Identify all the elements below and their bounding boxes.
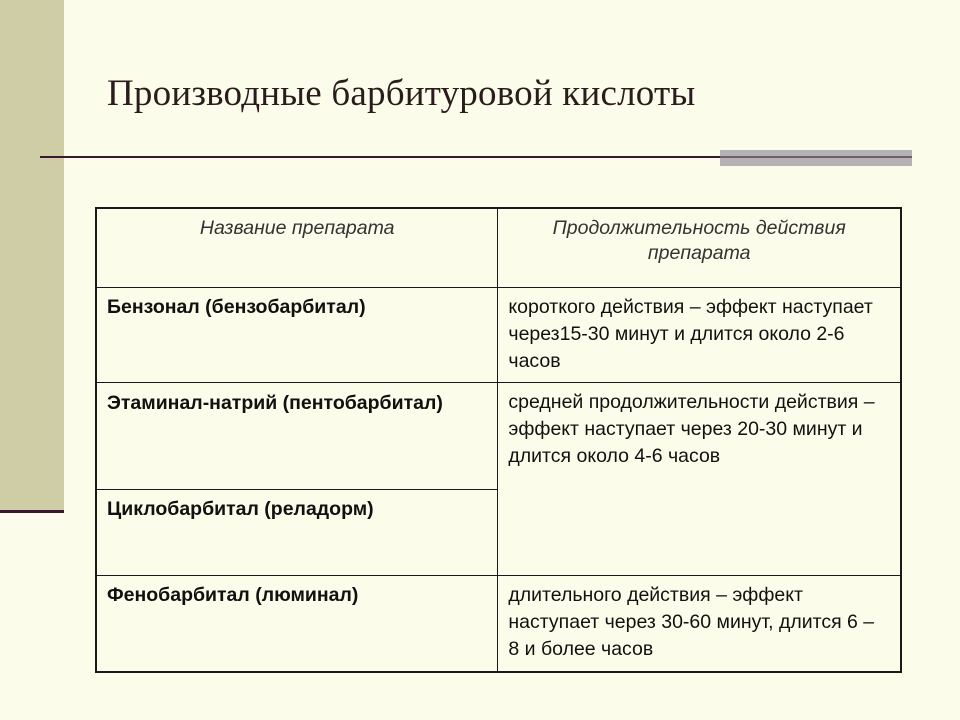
drug-name-cell: Фенобарбитал (люминал)	[96, 575, 498, 672]
header-duration: Продолжительность действия препарата	[498, 208, 901, 287]
drug-duration-cell: средней продолжительности действия – эффект наступает через 20-30 минут и длится около 4-6 часов	[498, 382, 901, 575]
header-drug-name: Название препарата	[96, 208, 498, 287]
drug-name-cell: Циклобарбитал (реладорм)	[96, 489, 498, 575]
title-underline	[40, 156, 720, 158]
table-row	[96, 287, 901, 382]
table-header-row	[96, 208, 901, 287]
title-underline-accent-line	[720, 156, 912, 158]
decorative-side-bar-line	[0, 510, 64, 513]
decorative-side-bar	[0, 0, 64, 512]
drug-duration-cell: длительного действия – эффект наступает через 30-60 минут, длится 6 – 8 и более часов	[498, 575, 901, 672]
drug-name-cell: Этаминал-натрий (пентобарбитал)	[96, 382, 498, 489]
slide-title: Производные барбитуровой кислоты	[107, 73, 696, 114]
barbiturates-table	[95, 207, 902, 673]
table-row	[96, 382, 901, 489]
drug-duration-cell: короткого действия – эффект наступает через15-30 минут и длится около 2-6 часов	[498, 287, 901, 382]
table-row	[96, 575, 901, 672]
title-underline-accent	[720, 150, 912, 166]
drug-name-cell: Бензонал (бензобарбитал)	[96, 287, 498, 382]
